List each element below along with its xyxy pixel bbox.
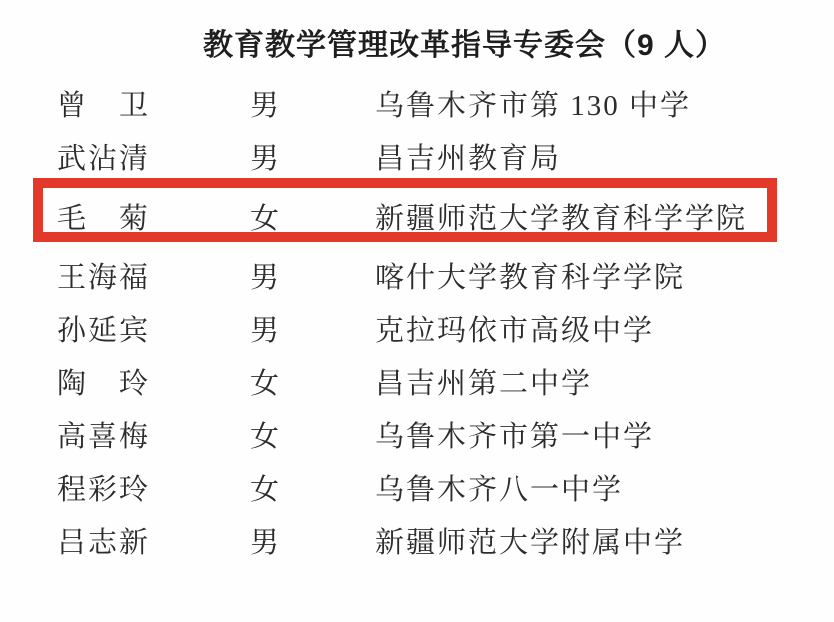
member-name: 高喜梅 (57, 421, 151, 453)
table-row (57, 249, 828, 302)
member-name: 王海福 (57, 262, 151, 294)
member-gender: 男 (250, 527, 282, 559)
table-row (57, 130, 828, 183)
member-list (57, 77, 828, 567)
member-affiliation: 喀什大学教育科学学院 (375, 262, 686, 294)
member-gender: 女 (250, 421, 282, 453)
table-row (57, 514, 828, 567)
member-name: 武沾清 (57, 143, 151, 175)
member-name: 吕志新 (57, 527, 151, 559)
table-row-highlighted (57, 190, 828, 243)
committee-title: 教育教学管理改革指导专委会（9 人） (203, 29, 727, 62)
member-gender: 女 (250, 368, 282, 400)
member-gender: 男 (250, 90, 282, 122)
member-affiliation: 昌吉州教育局 (375, 143, 562, 175)
member-affiliation: 克拉玛依市高级中学 (375, 315, 655, 347)
table-row (57, 461, 828, 514)
table-row (57, 77, 828, 130)
member-name: 程彩玲 (57, 474, 151, 506)
member-affiliation: 昌吉州第二中学 (375, 368, 593, 400)
member-affiliation: 乌鲁木齐市第一中学 (375, 421, 655, 453)
member-name: 曾 卫 (57, 90, 151, 122)
member-gender: 男 (250, 262, 282, 294)
member-name: 毛 菊 (57, 203, 151, 235)
member-affiliation: 新疆师范大学附属中学 (375, 527, 686, 559)
member-gender: 女 (250, 474, 282, 506)
member-affiliation: 新疆师范大学教育科学学院 (375, 203, 748, 235)
table-row (57, 355, 828, 408)
table-row (57, 302, 828, 355)
table-row (57, 408, 828, 461)
member-name: 陶 玲 (57, 368, 151, 400)
member-gender: 男 (250, 315, 282, 347)
member-name: 孙延宾 (57, 315, 151, 347)
member-gender: 男 (250, 143, 282, 175)
member-affiliation: 乌鲁木齐八一中学 (375, 474, 624, 506)
member-affiliation: 乌鲁木齐市第 130 中学 (375, 90, 692, 122)
member-gender: 女 (250, 203, 282, 235)
